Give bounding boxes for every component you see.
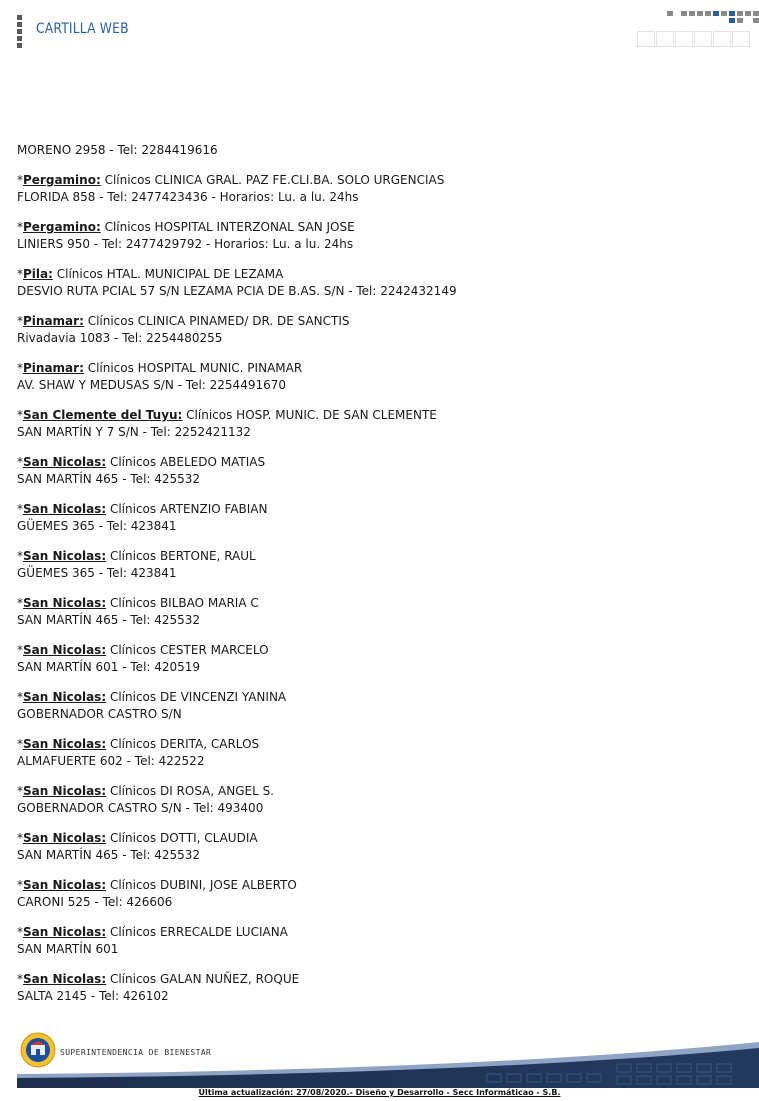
entry-heading: *San Nicolas: Clínicos DOTTI, CLAUDIA <box>17 831 258 845</box>
entry-heading: *San Clemente del Tuyu: Clínicos HOSP. MUNIC. DE SAN CLEMENTE <box>17 408 437 422</box>
entry-name: Clínicos HOSPITAL INTERZONAL SAN JOSE <box>100 220 355 234</box>
entry-name: Clínicos DOTTI, CLAUDIA <box>106 831 258 845</box>
list-item <box>17 877 737 911</box>
list-item-continuation: MORENO 2958 - Tel: 2284419616 <box>17 143 218 157</box>
entry-name: Clínicos HOSPITAL MUNIC. PINAMAR <box>83 361 303 375</box>
entry-location: San Nicolas: <box>23 455 107 469</box>
entry-address: AV. SHAW Y MEDUSAS S/N - Tel: 2254491670 <box>17 378 286 392</box>
entry-address: GÜEMES 365 - Tel: 423841 <box>17 566 177 580</box>
entry-location: San Nicolas: <box>23 690 107 704</box>
list-item <box>17 642 737 676</box>
entry-address: LINIERS 950 - Tel: 2477429792 - Horarios: Lu. a lu. 24hs <box>17 237 354 251</box>
entry-heading: *San Nicolas: Clínicos BERTONE, RAUL <box>17 549 256 563</box>
entry-location: Pinamar: <box>23 361 84 375</box>
entry-heading: *San Nicolas: Clínicos DERITA, CARLOS <box>17 737 260 751</box>
entry-heading: *San Nicolas: Clínicos ERRECALDE LUCIANA <box>17 925 288 939</box>
entry-address: GOBERNADOR CASTRO S/N <box>17 707 182 721</box>
list-item <box>17 830 737 864</box>
entry-address: SAN MARTÍN 465 - Tel: 425532 <box>17 472 201 486</box>
entry-address: DESVIO RUTA PCIAL 57 S/N LEZAMA PCIA DE B.AS. S/N - Tel: 2242432149 <box>17 284 457 298</box>
entry-location: Pergamino: <box>23 173 101 187</box>
entry-heading: *San Nicolas: Clínicos DUBINI, JOSE ALBERTO <box>17 878 297 892</box>
entry-name: Clínicos GALAN NUÑEZ, ROQUE <box>106 972 300 986</box>
entry-name: Clínicos BERTONE, RAUL <box>106 549 256 563</box>
entry-heading: *Pergamino: Clínicos CLINICA GRAL. PAZ FE.CLI.BA. SOLO URGENCIAS <box>17 173 445 187</box>
entry-location: San Nicolas: <box>23 502 107 516</box>
list-item <box>17 501 737 535</box>
entry-name: Clínicos CLINICA PINAMED/ DR. DE SANCTIS <box>83 314 350 328</box>
entry-heading: *San Nicolas: Clínicos BILBAO MARIA C <box>17 596 259 610</box>
list-item <box>17 783 737 817</box>
entry-name: Clínicos CESTER MARCELO <box>106 643 269 657</box>
list-item <box>17 924 737 958</box>
entry-address: GÜEMES 365 - Tel: 423841 <box>17 519 177 533</box>
footer-organization: SUPERINTENDENCIA DE BIENESTAR <box>60 1048 212 1057</box>
entry-location: Pinamar: <box>23 314 84 328</box>
list-item <box>17 407 737 441</box>
entry-location: San Nicolas: <box>23 972 107 986</box>
entry-address: SALTA 2145 - Tel: 426102 <box>17 989 169 1003</box>
entry-name: Clínicos ARTENZIO FABIAN <box>106 502 268 516</box>
list-item <box>17 595 737 629</box>
list-item <box>17 971 737 1005</box>
grid-decoration-icon <box>637 11 759 47</box>
entry-address: ALMAFUERTE 602 - Tel: 422522 <box>17 754 205 768</box>
entry-location: Pergamino: <box>23 220 101 234</box>
entry-address: SAN MARTÍN 601 <box>17 942 119 956</box>
entry-name: Clínicos DI ROSA, ANGEL S. <box>106 784 274 798</box>
entry-name: Clínicos DERITA, CARLOS <box>106 737 260 751</box>
entry-name: Clínicos ABELEDO MATIAS <box>106 455 266 469</box>
entry-address: SAN MARTÍN Y 7 S/N - Tel: 2252421132 <box>17 425 251 439</box>
entry-location: Pila: <box>23 267 53 281</box>
entry-address: SAN MARTÍN 601 - Tel: 420519 <box>17 660 201 674</box>
entry-address: CARONI 525 - Tel: 426606 <box>17 895 173 909</box>
superintendencia-logo-icon <box>20 1032 56 1068</box>
entry-name: Clínicos HOSP. MUNIC. DE SAN CLEMENTE <box>182 408 437 422</box>
entry-name: Clínicos HTAL. MUNICIPAL DE LEZAMA <box>52 267 284 281</box>
entry-heading: *San Nicolas: Clínicos ARTENZIO FABIAN <box>17 502 268 516</box>
entry-location: San Nicolas: <box>23 784 107 798</box>
list-item <box>17 313 737 347</box>
entry-name: Clínicos CLINICA GRAL. PAZ FE.CLI.BA. SOLO URGENCIAS <box>100 173 445 187</box>
page-title: CARTILLA WEB <box>36 21 129 37</box>
footer-band-graphic <box>17 1038 759 1088</box>
list-item <box>17 548 737 582</box>
entry-address: SAN MARTÍN 465 - Tel: 425532 <box>17 848 201 862</box>
entry-heading: *San Nicolas: Clínicos GALAN NUÑEZ, ROQUE <box>17 972 300 986</box>
entry-location: San Nicolas: <box>23 643 107 657</box>
entry-heading: *Pergamino: Clínicos HOSPITAL INTERZONAL SAN JOSE <box>17 220 355 234</box>
provider-list <box>17 142 737 1018</box>
entry-heading: *San Nicolas: Clínicos ABELEDO MATIAS <box>17 455 266 469</box>
entry-heading: *San Nicolas: Clínicos CESTER MARCELO <box>17 643 269 657</box>
page-header <box>0 0 759 60</box>
footer-update-note: Última actualización: 27/08/2020.- Diseño y Desarrollo - Secc Informáticao - S.B. <box>198 1088 561 1097</box>
entry-location: San Nicolas: <box>23 878 107 892</box>
entry-location: San Clemente del Tuyu: <box>23 408 183 422</box>
entry-location: San Nicolas: <box>23 596 107 610</box>
entry-heading: *San Nicolas: Clínicos DI ROSA, ANGEL S. <box>17 784 274 798</box>
entry-heading: *Pinamar: Clínicos HOSPITAL MUNIC. PINAMAR <box>17 361 303 375</box>
entry-heading: *Pila: Clínicos HTAL. MUNICIPAL DE LEZAMA <box>17 267 284 281</box>
entry-address: FLORIDA 858 - Tel: 2477423436 - Horarios: Lu. a lu. 24hs <box>17 190 359 204</box>
list-item <box>17 454 737 488</box>
entry-name: Clínicos DE VINCENZI YANINA <box>106 690 287 704</box>
entry-name: Clínicos ERRECALDE LUCIANA <box>106 925 288 939</box>
entry-address: Rivadavia 1083 - Tel: 2254480255 <box>17 331 223 345</box>
list-item <box>17 172 737 206</box>
entry-location: San Nicolas: <box>23 925 107 939</box>
entry-location: San Nicolas: <box>23 549 107 563</box>
entry-address: GOBERNADOR CASTRO S/N - Tel: 493400 <box>17 801 264 815</box>
entries-container <box>17 172 737 1005</box>
list-item <box>17 360 737 394</box>
list-item <box>17 689 737 723</box>
list-item <box>17 736 737 770</box>
entry-location: San Nicolas: <box>23 737 107 751</box>
list-item <box>17 266 737 300</box>
entry-name: Clínicos BILBAO MARIA C <box>106 596 259 610</box>
entry-name: Clínicos DUBINI, JOSE ALBERTO <box>106 878 297 892</box>
entry-heading: *San Nicolas: Clínicos DE VINCENZI YANINA <box>17 690 287 704</box>
entry-address: SAN MARTÍN 465 - Tel: 425532 <box>17 613 201 627</box>
entry-location: San Nicolas: <box>23 831 107 845</box>
entry-heading: *Pinamar: Clínicos CLINICA PINAMED/ DR. DE SANCTIS <box>17 314 350 328</box>
list-item <box>17 219 737 253</box>
header-bars-icon <box>17 15 22 50</box>
